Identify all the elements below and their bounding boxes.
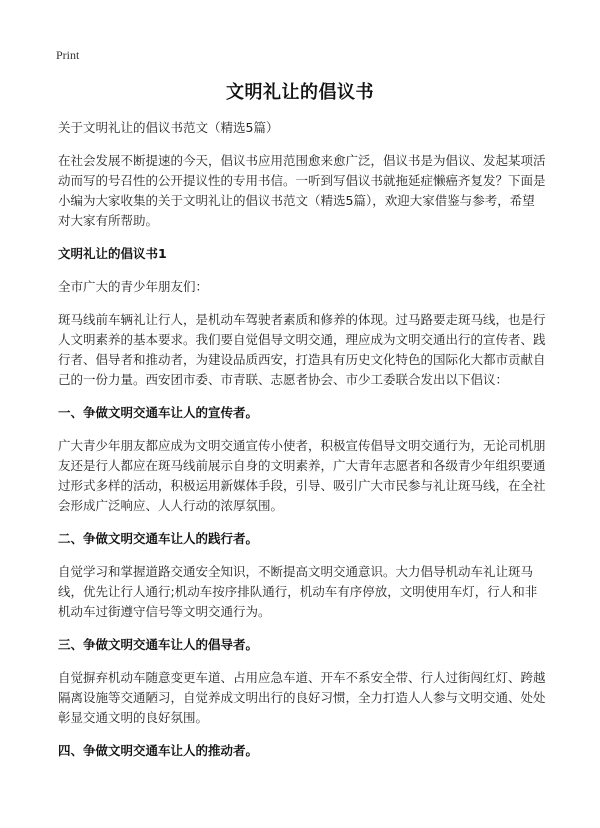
document-subtitle: 关于文明礼让的倡议书范文（精选5篇）	[58, 120, 279, 135]
point-heading: 三、争做文明交通车让人的倡导者。	[58, 637, 259, 652]
section-heading: 文明礼让的倡议书1	[58, 246, 167, 261]
point-heading: 二、争做文明交通车让人的践行者。	[58, 531, 259, 546]
document-title: 文明礼让的倡议书	[226, 82, 374, 103]
body-paragraph: 自觉摒弃机动车随意变更车道、占用应急车道、开车不系安全带、行人过街闯红灯、跨越隔离设施等交通陋习，自觉养成文明出行的良好习惯，全力打造人人参与文明交通、处处彰显交通文明的良好氛围。	[58, 670, 546, 725]
body-paragraph: 自觉学习和掌握道路交通安全知识，不断提高文明交通意识。大力倡导机动车礼让斑马线，优先让行人通行;机动车按序排队通行，机动车有序停放，文明使用车灯，行人和非机动车过街遵守信号等文明交通行为。	[58, 564, 538, 619]
salutation: 全市广大的青少年朋友们：	[58, 279, 209, 294]
point-heading: 一、争做文明交通车让人的宣传者。	[58, 405, 259, 420]
intro-paragraph: 在社会发展不断提速的今天，倡议书应用范围愈来愈广泛，倡议书是为倡议、发起某项活动而写的号召性的公开提议性的专用书信。一听到写倡议书就拖延症懒癌齐复发？下面是小编为大家收集的关于文明礼让的倡议书范文（精选5篇），欢迎大家借鉴与参考，希望对大家有所帮助。	[58, 153, 546, 228]
print-link[interactable]: Print	[56, 48, 80, 62]
body-paragraph: 广大青少年朋友都应成为文明交通宣传小使者，积极宣传倡导文明交通行为，无论司机朋友还是行人都应在斑马线前展示自身的文明素养，广大青年志愿者和各级青少年组织要通过形式多样的活动，积极运用新媒体手段，引导、吸引广大市民参与礼让斑马线，在全社会形成广泛响应、人人行动的浓厚氛围。	[58, 438, 546, 513]
body-paragraph: 斑马线前车辆礼让行人，是机动车驾驶者素质和修养的体现。过马路要走斑马线，也是行人文明素养的基本要求。我们要自觉倡导文明交通，理应成为文明交通出行的宣传者、践行者、倡导者和推动者，为建设品质西安，打造具有历史文化特色的国际化大都市贡献自己的一份力量。西安团市委、市青联、志愿者协会、市少工委联合发出以下倡议：	[58, 312, 546, 387]
document-body	[58, 118, 546, 774]
point-heading: 四、争做文明交通车让人的推动者。	[58, 743, 259, 758]
